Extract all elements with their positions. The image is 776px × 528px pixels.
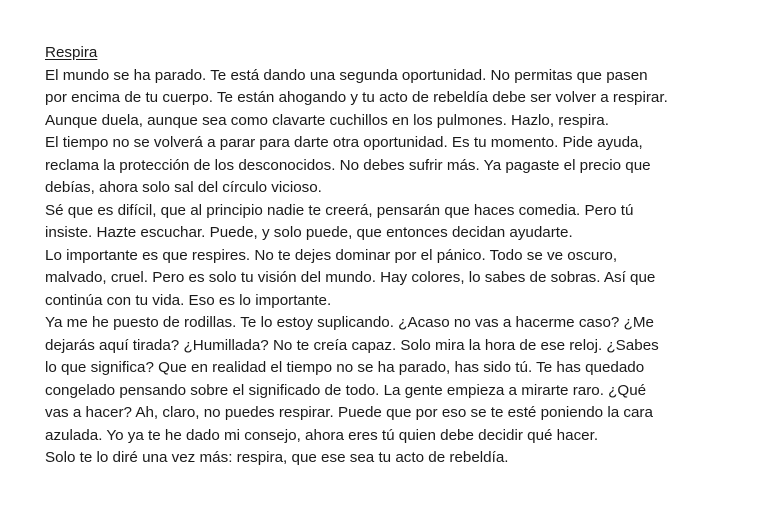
text-line: Sé que es difícil, que al principio nadie te creerá, pensarán que haces comedia. Pero tú (45, 201, 634, 219)
text-line: azulada. Yo ya te he dado mi consejo, ahora eres tú quien debe decidir qué hacer. (45, 426, 599, 444)
text-line: dejarás aquí tirada? ¿Humillada? No te creía capaz. Solo mira la hora de ese reloj. ¿Sabes (45, 336, 659, 354)
text-line: insiste. Hazte escuchar. Puede, y solo puede, que entonces decidan ayudarte. (45, 224, 573, 241)
text-line: congelado pensando sobre el significado de todo. La gente empieza a mirarte raro. ¿Qué (45, 381, 647, 399)
text-line: Aunque duela, aunque sea como clavarte cuchillos en los pulmones. Hazlo, respira. (45, 111, 609, 129)
paragraph (45, 65, 745, 133)
text-line: debías, ahora solo sal del círculo vicioso. (45, 179, 322, 196)
paragraph (45, 200, 745, 245)
paragraph (45, 312, 745, 447)
text-line: Ya me he puesto de rodillas. Te lo estoy suplicando. ¿Acaso no vas a hacerme caso? ¿Me (45, 314, 654, 331)
text-line: vas a hacer? Ah, claro, no puedes respirar. Puede que por eso se te esté poniendo la cara (45, 404, 653, 421)
text-line: por encima de tu cuerpo. Te están ahogando y tu acto de rebeldía debe ser volver a respirar. (45, 89, 668, 106)
text-line: lo que significa? Que en realidad el tiempo no se ha parado, has sido tú. Te has quedado (45, 359, 645, 376)
text-line: Lo importante es que respires. No te dejes dominar por el pánico. Todo se ve oscuro, (45, 246, 618, 264)
document-page (45, 42, 745, 470)
text-line: continúa con tu vida. Eso es lo importante. (45, 291, 332, 309)
document-title: Respira (45, 44, 98, 61)
text-line: Solo te lo diré una vez más: respira, que ese sea tu acto de rebeldía. (45, 449, 509, 466)
text-line: reclama la protección de los desconocidos. No debes sufrir más. Ya pagaste el precio que (45, 156, 651, 174)
text-line: El mundo se ha parado. Te está dando una segunda oportunidad. No permitas que pasen (45, 66, 648, 84)
paragraph (45, 245, 745, 313)
paragraph (45, 132, 745, 200)
text-line: malvado, cruel. Pero es solo tu visión del mundo. Hay colores, lo sabes de sobras. Así que (45, 269, 656, 286)
text-line: El tiempo no se volverá a parar para darte otra oportunidad. Es tu momento. Pide ayuda, (45, 134, 643, 151)
paragraph (45, 447, 745, 470)
